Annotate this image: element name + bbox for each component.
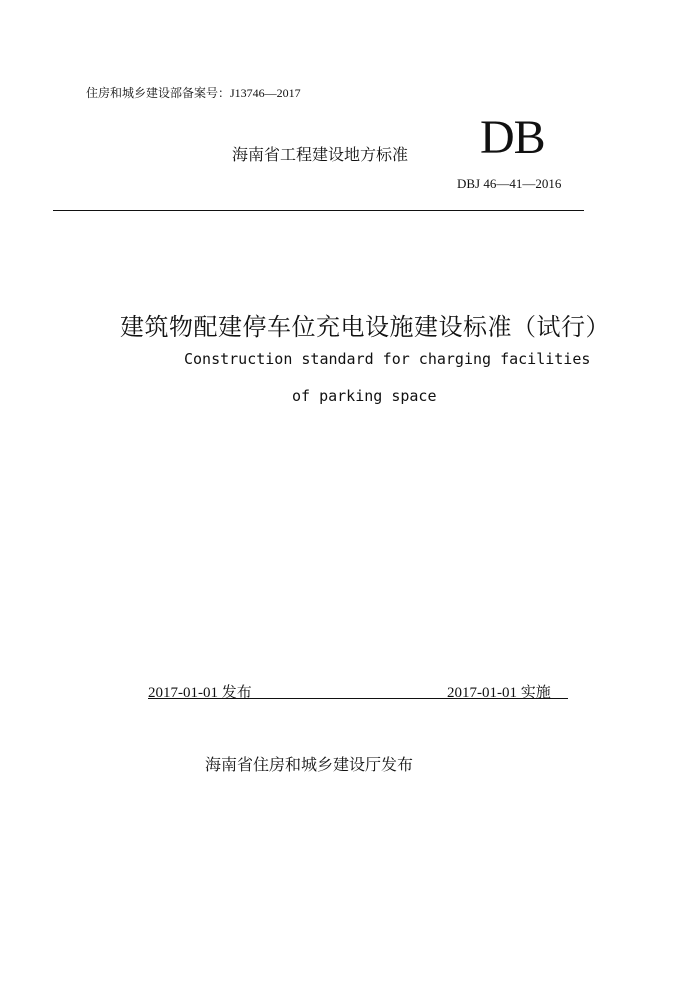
header-divider (53, 210, 584, 211)
date-divider (148, 698, 568, 699)
title-english-line-2: of parking space (292, 387, 437, 405)
implementation-date: 2017-01-01 实施 (447, 685, 551, 701)
standard-number: DBJ 46—41—2016 (457, 176, 562, 191)
record-number: J13746—2017 (230, 86, 301, 100)
db-mark: DB (480, 111, 545, 164)
publisher: 海南省住房和城乡建设厅发布 (205, 755, 414, 774)
record-label: 住房和城乡建设部备案号： (86, 86, 231, 100)
standard-type: 海南省工程建设地方标准 (232, 145, 409, 164)
issue-date: 2017-01-01 发布 (148, 685, 252, 701)
title-english-line-1: Construction standard for charging facilities (184, 350, 591, 368)
record-number-line (86, 84, 301, 101)
title-chinese: 建筑物配建停车位充电设施建设标准（试行） (120, 313, 610, 341)
